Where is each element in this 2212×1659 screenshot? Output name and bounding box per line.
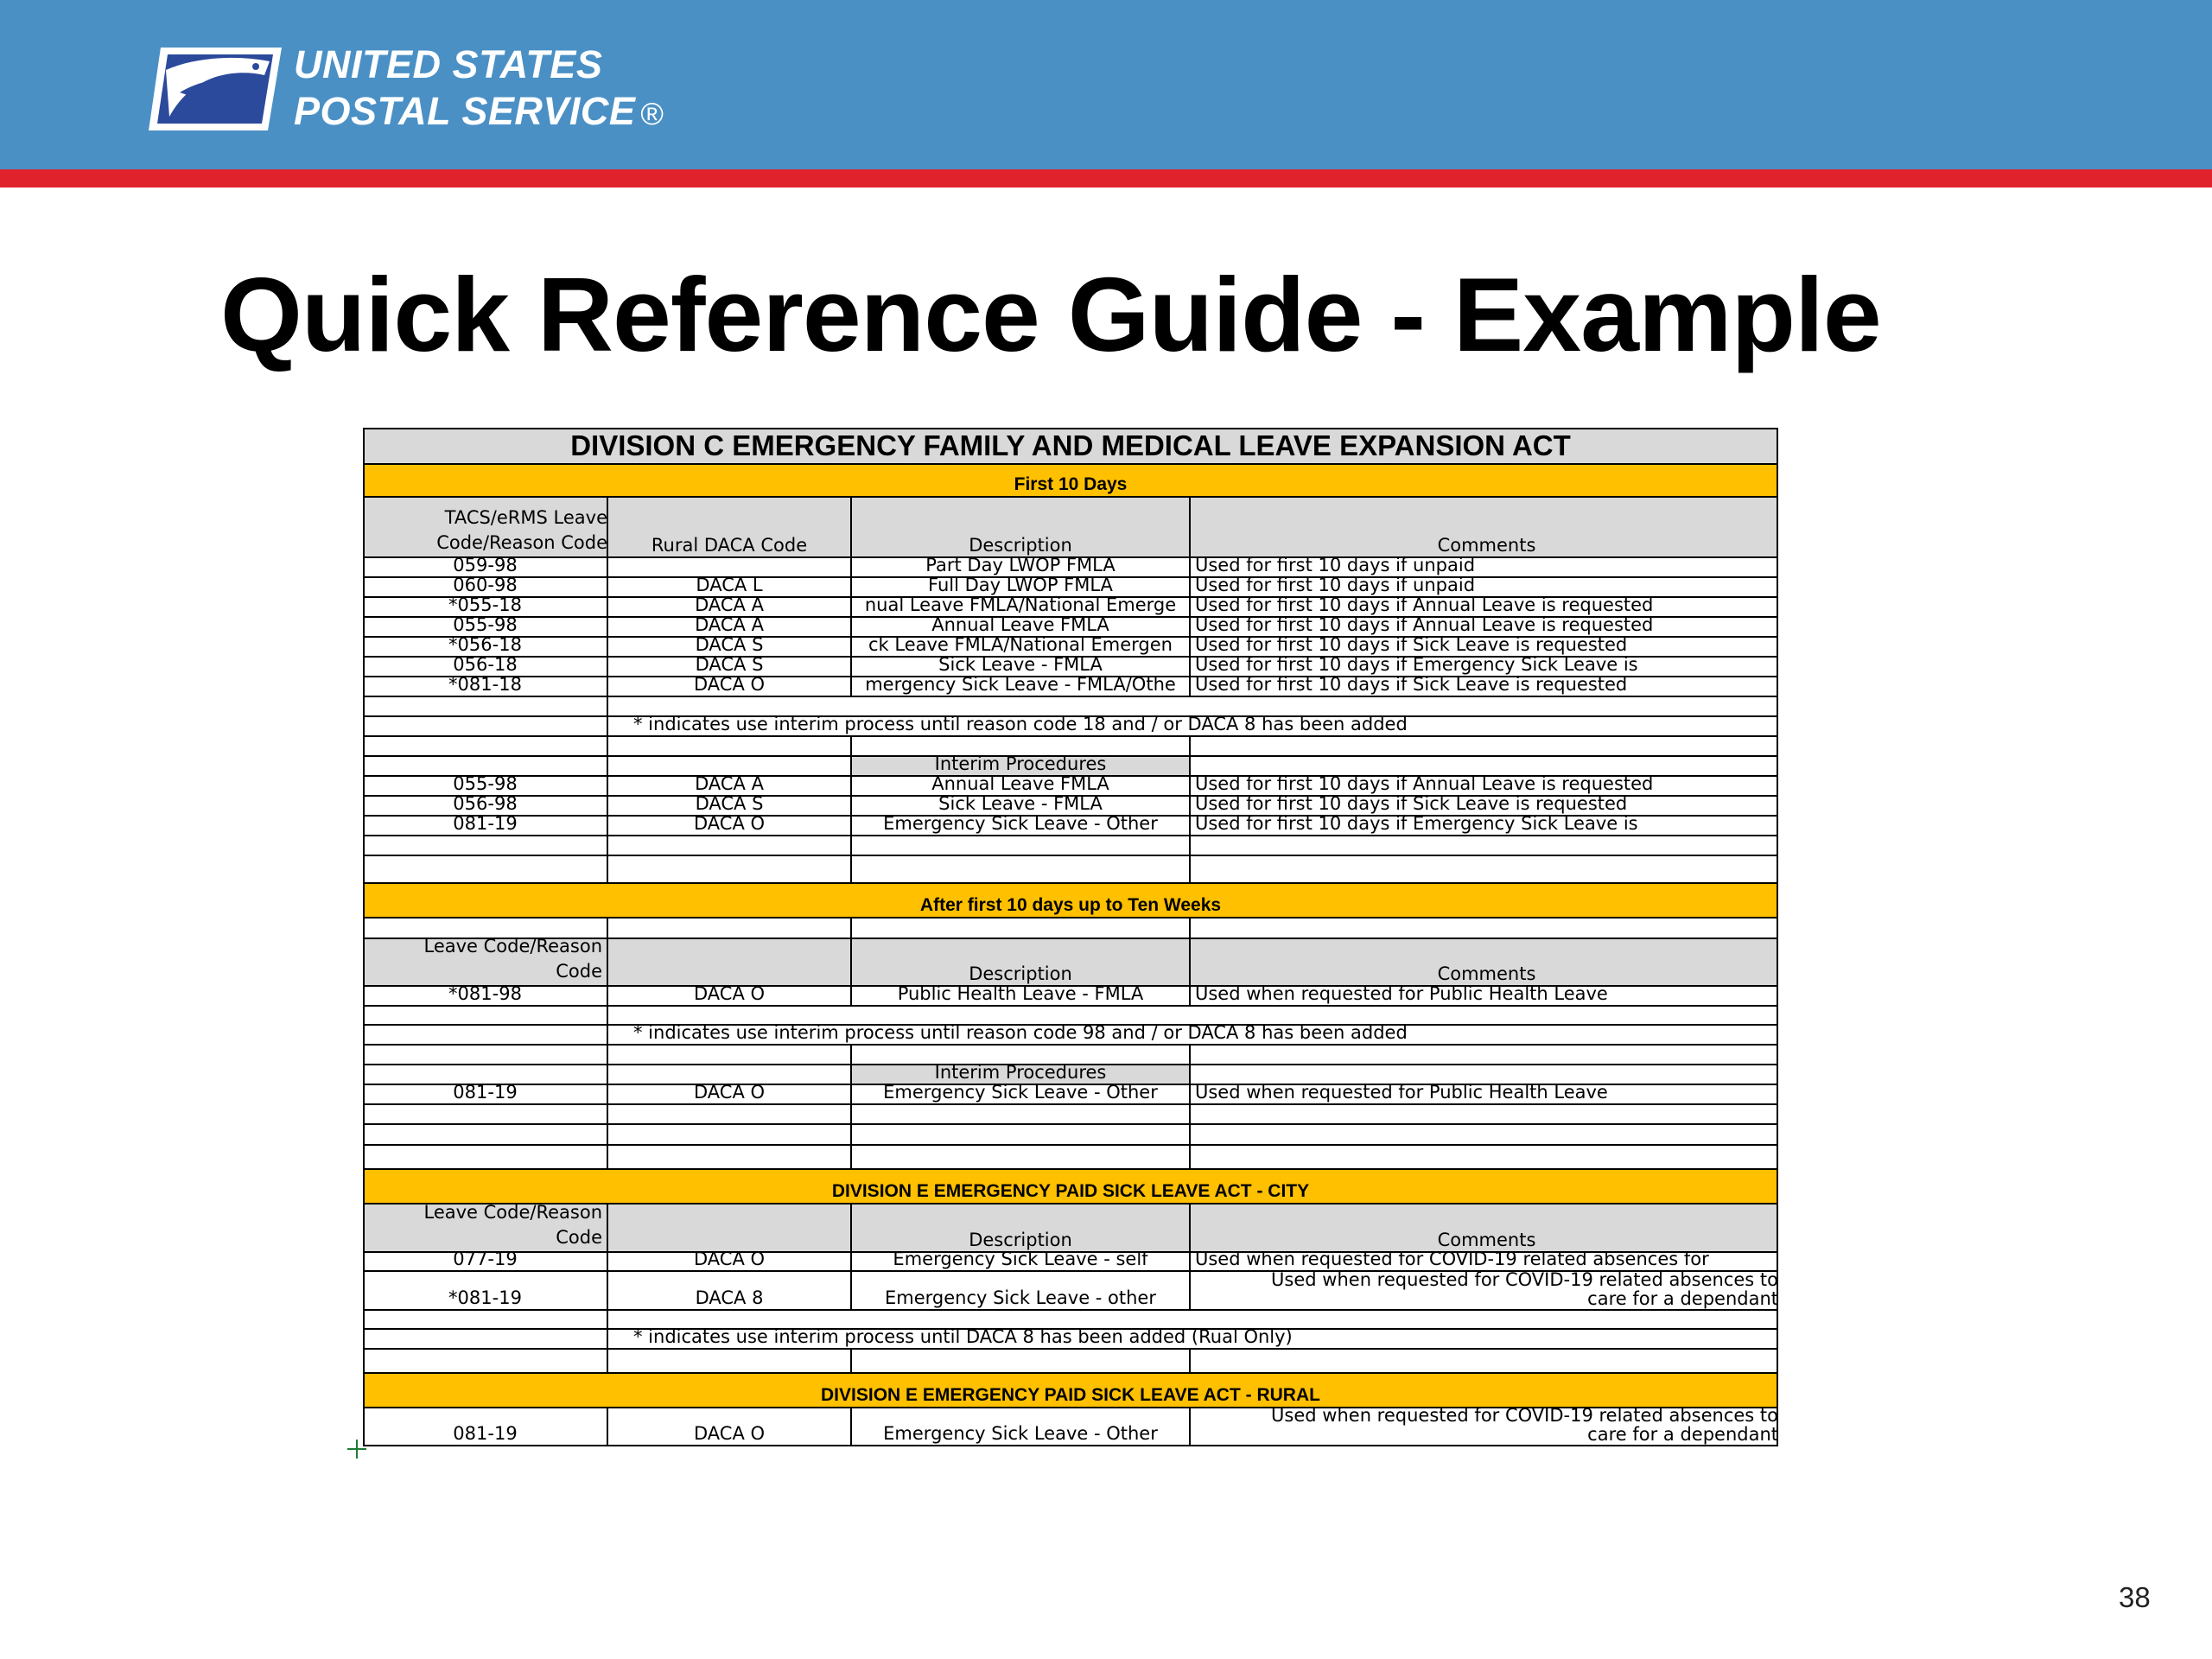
cell-comment: Used for first 10 days if unpaid xyxy=(1195,557,1476,575)
interim-header-row xyxy=(363,756,1778,776)
table-row xyxy=(363,677,1778,696)
spreadsheet-image xyxy=(363,428,1778,1447)
cell-comment-line-1: Used when requested for COVID-19 related absences to xyxy=(1271,1271,1778,1290)
table-header-row xyxy=(363,938,1778,986)
page-title: Quick Reference Guide - Example xyxy=(220,256,1881,373)
cell-code: 077-19 xyxy=(453,1252,518,1269)
interim-procedures-label: Interim Procedures xyxy=(851,1065,1190,1084)
empty-cell xyxy=(363,756,607,776)
cell-code: 060-98 xyxy=(453,577,518,595)
cell-daca: DACA S xyxy=(695,657,764,675)
logo-wordmark xyxy=(294,41,664,137)
col-header-line-1: TACS/eRMS Leave xyxy=(444,507,607,528)
cell-daca: DACA S xyxy=(695,637,764,655)
col-header-line-2: Code xyxy=(556,961,602,982)
cell-comment: Used when requested for Public Health Leave xyxy=(1195,986,1608,1004)
cell-description: Emergency Sick Leave - Other xyxy=(883,1084,1158,1103)
cell-description: Sick Leave - FMLA xyxy=(938,796,1103,814)
cell-daca: DACA O xyxy=(693,1084,766,1103)
col-header-description: Description xyxy=(969,1230,1072,1250)
cell-comment: Used for first 10 days if Sick Leave is requested xyxy=(1195,637,1628,655)
cell-daca: DACA L xyxy=(696,577,763,595)
cell-code: 056-98 xyxy=(453,796,518,814)
cell-daca: DACA 8 xyxy=(695,1287,764,1308)
interim-note: * indicates use interim process until reason code 18 and / or DACA 8 has been added xyxy=(633,714,1408,734)
col-header-rural-daca: Rural DACA Code xyxy=(651,535,808,556)
cell-daca: DACA A xyxy=(695,776,764,794)
cell-code: 059-98 xyxy=(453,557,518,575)
interim-procedures-label: Interim Procedures xyxy=(851,756,1190,776)
fill-handle-icon xyxy=(347,1440,366,1459)
cell-comment: Used for first 10 days if Sick Leave is requested xyxy=(1195,796,1628,814)
registered-mark: ® xyxy=(640,95,664,131)
cell-description: ck Leave FMLA/National Emergen xyxy=(868,637,1173,655)
table-row xyxy=(363,597,1778,617)
table-row xyxy=(363,1084,1778,1104)
band-label: DIVISION E EMERGENCY PAID SICK LEAVE ACT - RURAL xyxy=(821,1385,1320,1405)
cell-daca: DACA O xyxy=(693,677,766,695)
col-header-leave-code xyxy=(363,1204,607,1252)
empty-cell xyxy=(607,1065,851,1084)
cell-description: Annual Leave FMLA xyxy=(931,776,1109,794)
cell-comment xyxy=(1190,1408,1778,1446)
table-row xyxy=(363,796,1778,816)
table-row xyxy=(363,986,1778,1006)
cell-comment-line-2: care for a dependant xyxy=(1587,1424,1778,1445)
interim-note: * indicates use interim process until DACA 8 has been added (Rual Only) xyxy=(633,1326,1293,1347)
cell-comment: Used for first 10 days if Sick Leave is requested xyxy=(1195,677,1628,695)
cell-description: Emergency Sick Leave - Other xyxy=(883,816,1158,834)
cell-daca xyxy=(607,557,851,577)
table-row xyxy=(363,776,1778,796)
table-header-row xyxy=(363,1204,1778,1252)
cell-description: Sick Leave - FMLA xyxy=(938,657,1103,675)
cell-description: Emergency Sick Leave - self xyxy=(893,1252,1148,1269)
empty-cell xyxy=(1190,756,1778,776)
section-band-after-10-days xyxy=(363,883,1778,918)
cell-daca: DACA O xyxy=(693,816,766,834)
cell-daca: DACA A xyxy=(695,617,764,635)
table-header-row xyxy=(363,497,1778,557)
cell-comment: Used for first 10 days if Annual Leave is requested xyxy=(1195,776,1654,794)
cell-code: *081-19 xyxy=(448,1287,522,1308)
cell-description: Part Day LWOP FMLA xyxy=(925,557,1116,575)
col-header-leave-code xyxy=(363,497,607,557)
interim-note: * indicates use interim process until reason code 98 and / or DACA 8 has been added xyxy=(633,1022,1408,1043)
cell-code: *055-18 xyxy=(448,597,522,615)
band-label: After first 10 days up to Ten Weeks xyxy=(919,895,1222,915)
table-row xyxy=(363,617,1778,637)
cell-comment: Used when requested for COVID-19 related absences for xyxy=(1195,1252,1709,1269)
col-header-comments: Comments xyxy=(1437,963,1536,984)
col-header-line-1: Leave Code/Reason xyxy=(423,1204,602,1223)
table-row xyxy=(363,1252,1778,1271)
table-row xyxy=(363,657,1778,677)
empty-cell xyxy=(607,938,851,986)
cell-comment-line-2: care for a dependant xyxy=(1587,1288,1778,1309)
col-header-comments: Comments xyxy=(1437,1230,1536,1250)
cell-daca: DACA O xyxy=(693,986,766,1004)
col-header-description: Description xyxy=(969,535,1072,556)
cell-comment: Used for first 10 days if Emergency Sick Leave is xyxy=(1195,816,1638,834)
cell-daca: DACA A xyxy=(695,597,764,615)
section-band-division-e-rural xyxy=(363,1373,1778,1408)
cell-description: nual Leave FMLA/National Emerge xyxy=(864,597,1177,615)
cell-code: 055-98 xyxy=(453,776,518,794)
section-band-first-10-days xyxy=(363,464,1778,497)
table-row xyxy=(363,637,1778,657)
cell-comment-line-1: Used when requested for COVID-19 related absences to xyxy=(1271,1408,1778,1426)
cell-description: Emergency Sick Leave - Other xyxy=(883,1423,1158,1444)
cell-comment: Used for first 10 days if Annual Leave is requested xyxy=(1195,597,1654,615)
cell-daca: DACA O xyxy=(693,1252,766,1269)
table-row xyxy=(363,1408,1778,1446)
col-header-line-2: Code xyxy=(556,1227,602,1248)
cell-code: 055-98 xyxy=(453,617,518,635)
col-header-leave-code xyxy=(363,938,607,986)
cell-comment: Used when requested for Public Health Leave xyxy=(1195,1084,1608,1103)
header-red-stripe xyxy=(0,169,2212,188)
col-header-comments: Comments xyxy=(1437,535,1536,556)
sheet-main-title: DIVISION C EMERGENCY FAMILY AND MEDICAL LEAVE EXPANSION ACT xyxy=(570,429,1571,461)
sheet-title-row xyxy=(363,429,1778,464)
col-header-line-1: Leave Code/Reason xyxy=(423,938,602,957)
table-row xyxy=(363,1271,1778,1310)
cell-code: 056-18 xyxy=(453,657,518,675)
cell-description: Public Health Leave - FMLA xyxy=(897,986,1144,1004)
empty-cell xyxy=(363,1065,607,1084)
cell-description: mergency Sick Leave - FMLA/Othe xyxy=(865,677,1176,695)
table-row xyxy=(363,816,1778,836)
logo-line-1: UNITED STATES xyxy=(294,41,603,86)
cell-comment xyxy=(1190,1271,1778,1310)
cell-daca: DACA S xyxy=(695,796,764,814)
cell-comment: Used for first 10 days if Annual Leave is requested xyxy=(1195,617,1654,635)
logo-line-2: POSTAL SERVICE xyxy=(294,88,636,133)
cell-daca: DACA O xyxy=(693,1423,766,1444)
eagle-logo-icon xyxy=(149,44,283,134)
cell-code: *081-18 xyxy=(448,677,522,695)
usps-logo xyxy=(149,41,664,137)
col-header-line-2: Code/Reason Code xyxy=(436,532,607,553)
page-number: 38 xyxy=(2119,1581,2151,1613)
cell-code: 081-19 xyxy=(453,1423,518,1444)
band-label: First 10 Days xyxy=(1014,474,1128,494)
cell-comment: Used for first 10 days if unpaid xyxy=(1195,577,1476,595)
cell-comment: Used for first 10 days if Emergency Sick Leave is xyxy=(1195,657,1638,675)
cell-description: Full Day LWOP FMLA xyxy=(928,577,1113,595)
cell-description: Emergency Sick Leave - other xyxy=(884,1287,1156,1308)
table-row xyxy=(363,557,1778,577)
empty-cell xyxy=(607,1204,851,1252)
section-band-division-e-city xyxy=(363,1169,1778,1204)
cell-code: 081-19 xyxy=(453,816,518,834)
cell-description: Annual Leave FMLA xyxy=(931,617,1109,635)
cell-code: *081-98 xyxy=(448,986,522,1004)
cell-code: 081-19 xyxy=(453,1084,518,1103)
cell-code: *056-18 xyxy=(448,637,522,655)
table-row xyxy=(363,577,1778,597)
interim-header-row xyxy=(363,1065,1778,1084)
band-label: DIVISION E EMERGENCY PAID SICK LEAVE ACT - CITY xyxy=(831,1181,1310,1201)
col-header-description: Description xyxy=(969,963,1072,984)
empty-cell xyxy=(1190,1065,1778,1084)
empty-cell xyxy=(607,756,851,776)
